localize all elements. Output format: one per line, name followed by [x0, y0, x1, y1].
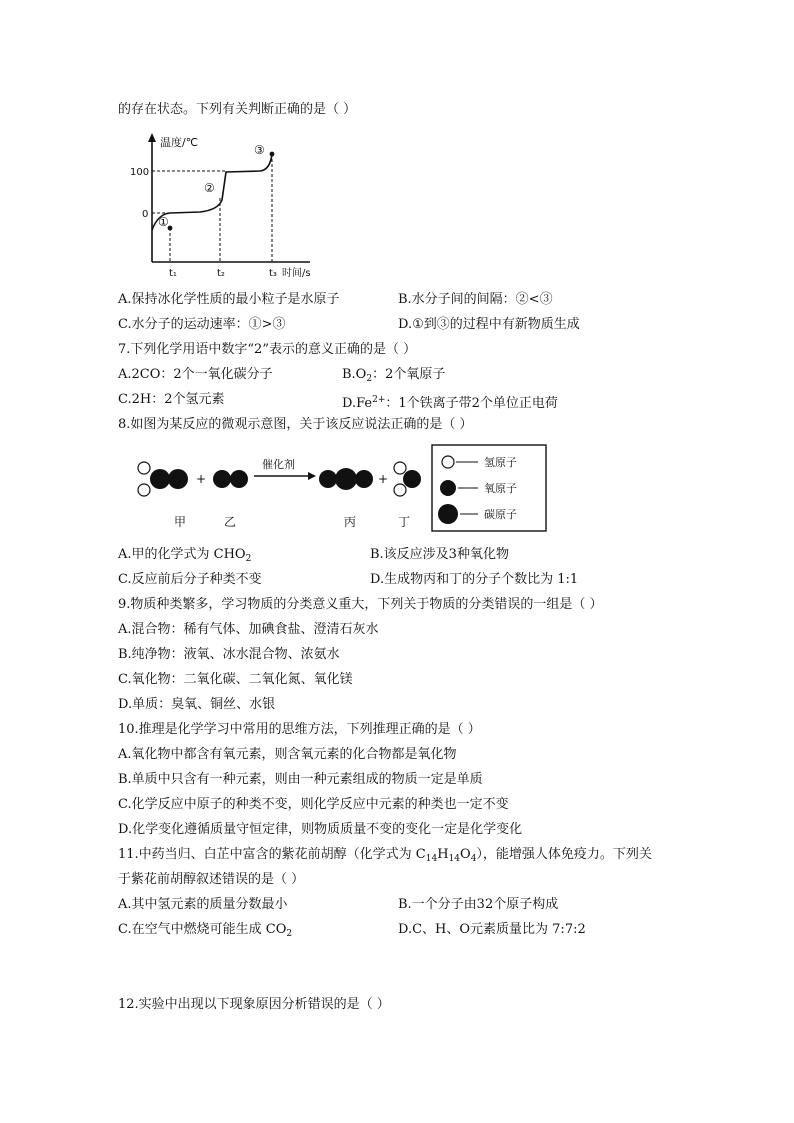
x-tick-t2: t₂	[217, 268, 225, 279]
q7-option-c: C.2H：2个氢元素	[118, 392, 225, 407]
legend-oxygen: 氧原子	[484, 482, 517, 495]
y-tick-0: 0	[142, 209, 149, 220]
x-tick-t3: t₃	[269, 268, 277, 279]
q11-option-c: C.在空气中燃烧可能生成 $CO_2$	[118, 922, 293, 939]
q10-option-b: B.单质中只含有一种元素，则由一种元素组成的物质一定是单质	[118, 772, 483, 787]
molecule-jia	[138, 462, 188, 496]
q11-option-d: D.C、H、O元素质量比为 7:7:2	[398, 922, 586, 937]
heating-curve-figure	[120, 130, 320, 280]
question-6-stem-tail: 的存在状态。下列有关判断正确的是（ ）	[118, 102, 357, 117]
q11-option-a: A.其中氢元素的质量分数最小	[118, 897, 288, 912]
q8-option-b: B.该反应涉及3种氧化物	[370, 547, 509, 562]
q8-option-c: C.反应前后分子种类不变	[118, 572, 262, 587]
q11-option-b: B.一个分子由32个原子构成	[398, 897, 559, 912]
label-bing: 丙	[344, 515, 357, 529]
q6-option-c: C.水分子的运动速率：①>③	[118, 317, 286, 332]
q8-option-d: D.生成物丙和丁的分子个数比为 1:1	[370, 572, 579, 587]
q6-option-d: D.①到③的过程中有新物质生成	[398, 317, 580, 332]
molecule-bing	[319, 468, 373, 490]
label-jia: 甲	[174, 515, 187, 529]
q9-stem: 9.物质种类繁多，学习物质的分类意义重大，下列关于物质的分类错误的一组是（ ）	[118, 597, 603, 612]
q7-stem: 7.下列化学用语中数字“2”表示的意义正确的是（ ）	[118, 342, 417, 357]
q9-option-b: B.纯净物：液氧、冰水混合物、浓氨水	[118, 647, 340, 662]
point-label-3: ③	[254, 143, 265, 157]
reaction-micro-diagram	[130, 442, 550, 537]
q12-stem: 12.实验中出现以下现象原因分析错误的是（ ）	[118, 997, 390, 1012]
molecule-yi	[213, 470, 248, 488]
q8-stem: 8.如图为某反应的微观示意图，关于该反应说法正确的是（ ）	[118, 417, 473, 432]
q7-option-b: $B.O_2$：2个氧原子	[342, 367, 446, 384]
x-tick-t1: t₁	[169, 268, 177, 279]
point-label-2: ②	[204, 181, 215, 195]
y-axis-label: 温度/℃	[160, 136, 199, 149]
y-tick-100: 100	[130, 167, 150, 178]
label-ding: 丁	[398, 515, 411, 529]
q7-option-d: $D.Fe^{2+}$：1个铁离子带2个单位正电荷	[342, 395, 558, 411]
point-3	[270, 152, 275, 157]
q9-option-a: A.混合物：稀有气体、加碘食盐、澄清石灰水	[118, 622, 379, 637]
q8-option-a: A.甲的化学式为 $CHO_2$	[118, 547, 252, 564]
plus-1: +	[196, 472, 207, 486]
q7-option-a: A.2CO：2个一氧化碳分子	[118, 367, 273, 382]
plus-2: +	[378, 472, 389, 486]
q10-option-a: A.氧化物中都含有氧元素，则含氧元素的化合物都是氧化物	[118, 747, 457, 762]
catalyst-label: 催化剂	[262, 458, 295, 471]
q10-stem: 10.推理是化学学习中常用的思维方法，下列推理正确的是（ ）	[118, 722, 481, 737]
q9-option-c: C.氧化物：二氧化碳、二氧化氮、氧化镁	[118, 672, 353, 687]
q10-option-c: C.化学反应中原子的种类不变，则化学反应中元素的种类也一定不变	[118, 797, 509, 812]
q9-option-d: D.单质：臭氧、铜丝、水银	[118, 697, 276, 712]
legend-hydrogen: 氢原子	[484, 456, 517, 469]
x-axis-label: 时间/s	[282, 268, 311, 279]
molecule-ding	[394, 462, 421, 496]
y-axis-arrow	[148, 133, 156, 142]
point-label-1: ①	[158, 215, 169, 229]
q11-stem: 11.中药当归、白芷中富含的紫花前胡醇（化学式为 $C_{14}H_{14}O_4$），能增强人体免疫力。下列关	[118, 847, 652, 864]
q11-stem-line2: 于紫花前胡醇叙述错误的是（ ）	[118, 872, 305, 887]
q6-option-b: B.水分子间的间隔：②<③	[398, 292, 553, 307]
q10-option-d: D.化学变化遵循质量守恒定律，则物质质量不变的变化一定是化学变化	[118, 822, 523, 837]
legend-carbon: 碳原子	[484, 508, 517, 521]
label-yi: 乙	[224, 515, 237, 529]
q6-option-a: A.保持冰化学性质的最小粒子是水原子	[118, 292, 340, 307]
